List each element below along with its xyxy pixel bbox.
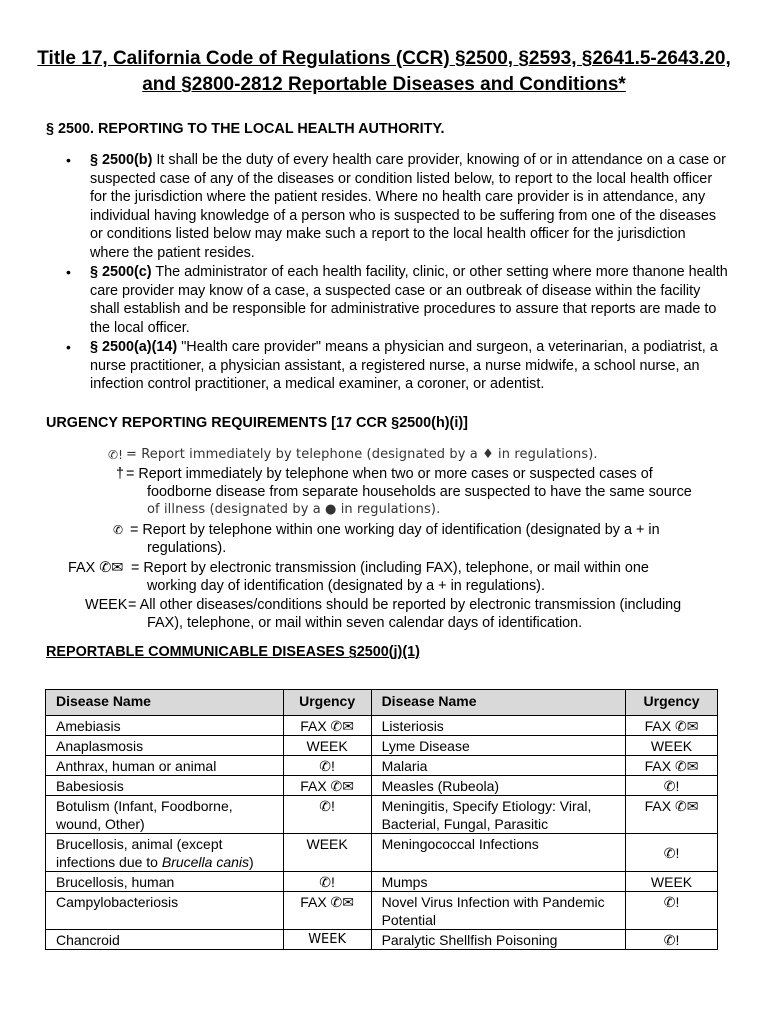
bullet-ref: § 2500(b) xyxy=(90,152,153,168)
disease-name: Anthrax, human or animal xyxy=(46,756,284,776)
table-header-row xyxy=(46,690,718,716)
bullet-glyph: • xyxy=(66,339,71,355)
fax-text-2: working day of identification (designated by a + in regulations). xyxy=(147,578,545,594)
urgency-cell: WEEK xyxy=(626,872,718,892)
dagger-text-2: foodborne disease from separate households are suspected to have the same source xyxy=(147,484,692,500)
table-row xyxy=(46,872,718,892)
phone-icon: ✆ xyxy=(113,523,124,537)
dagger-text-3: of illness (designated by a ● in regulations). xyxy=(147,502,441,517)
phone-key xyxy=(113,521,123,540)
disease-name: Babesiosis xyxy=(46,776,284,796)
week-text-1: = All other diseases/conditions should be reported by electronic transmission (including xyxy=(128,597,682,613)
bullet-glyph: • xyxy=(66,152,71,168)
disease-name: Mumps xyxy=(371,872,626,892)
disease-table xyxy=(45,689,718,950)
table-row xyxy=(46,892,718,930)
disease-name: Botulism (Infant, Foodborne, wound, Other) xyxy=(46,796,284,834)
week-key: WEEK xyxy=(85,597,128,613)
section-heading-2500: § 2500. REPORTING TO THE LOCAL HEALTH AUTHORITY. xyxy=(46,121,445,137)
fax-key xyxy=(68,559,123,578)
page-title: Title 17, California Code of Regulations (CCR) §2500, §2593, §2641.5-2643.20, and §2800-2812 Reportable Diseases and Conditions* xyxy=(37,48,731,95)
urgency-cell: ✆! xyxy=(283,756,371,776)
urgency-cell: WEEK xyxy=(283,834,371,872)
disease-name: Listeriosis xyxy=(371,716,626,736)
urgency-cell: FAX ✆✉ xyxy=(283,892,371,930)
bullet-glyph: • xyxy=(66,264,71,280)
bullet-text: The administrator of each health facility, clinic, or other setting where more thanone health care provider may know of a case, a suspected case or an outbreak of disease within the facility shall establish and be responsible for administrative procedures to assure that reports are made to the local officer. xyxy=(90,264,728,336)
phone-bang-text: = Report immediately by telephone (designated by a ♦ in regulations). xyxy=(126,447,598,462)
disease-name: Lyme Disease xyxy=(371,736,626,756)
bullet-ref: § 2500(a)(14) xyxy=(90,339,178,355)
table-row xyxy=(46,736,718,756)
urgency-cell: WEEK xyxy=(283,736,371,756)
disease-name-text: Brucellosis, animal (except infections due to xyxy=(56,836,223,870)
week-text-2: FAX), telephone, or mail within seven calendar days of identification. xyxy=(147,615,583,631)
urgency-cell: FAX ✆✉ xyxy=(283,776,371,796)
urgency-cell: ✆! xyxy=(626,930,718,950)
disease-name: Brucellosis, human xyxy=(46,872,284,892)
disease-name: Meningococcal Infections xyxy=(371,834,626,872)
disease-name: Campylobacteriosis xyxy=(46,892,284,930)
dagger-text-1: = Report immediately by telephone when two or more cases or suspected cases of xyxy=(126,466,653,482)
urgency-cell: FAX ✆✉ xyxy=(626,756,718,776)
header-disease-name: Disease Name xyxy=(371,690,626,716)
urgency-cell: FAX ✆✉ xyxy=(626,796,718,834)
table-row xyxy=(46,930,718,950)
disease-name-italic: Brucella canis xyxy=(161,854,250,870)
bullet-ref: § 2500(c) xyxy=(90,264,152,280)
disease-name-close: ) xyxy=(249,854,254,870)
bullet-list xyxy=(62,151,728,395)
table-row xyxy=(46,796,718,834)
phone-bang-key xyxy=(108,446,123,466)
header-urgency: Urgency xyxy=(283,690,371,716)
disease-name xyxy=(46,834,284,872)
table-row xyxy=(46,756,718,776)
urgency-cell: FAX ✆✉ xyxy=(626,716,718,736)
urgency-cell: ✆! xyxy=(283,796,371,834)
dagger-key: † xyxy=(116,466,125,482)
communicable-heading: REPORTABLE COMMUNICABLE DISEASES §2500(j)(1) xyxy=(46,644,420,660)
urgency-cell: ✆! xyxy=(626,776,718,796)
bullet-text: "Health care provider" means a physician and surgeon, a veterinarian, a podiatrist, a nurse practitioner, a physician assistant, a registered nurse, a nurse midwife, a school nurse, an infection control practitioner, a medical examiner, a coroner, or adentist. xyxy=(90,339,718,392)
urgency-cell: FAX ✆✉ xyxy=(283,716,371,736)
disease-name: Chancroid xyxy=(46,930,284,950)
urgency-heading: URGENCY REPORTING REQUIREMENTS [17 CCR §2500(h)(i)] xyxy=(46,415,468,431)
disease-name: Meningitis, Specify Etiology: Viral, Bacterial, Fungal, Parasitic xyxy=(371,796,626,834)
table-row xyxy=(46,776,718,796)
urgency-cell: WEEK xyxy=(283,930,371,950)
urgency-cell: WEEK xyxy=(626,736,718,756)
table-row xyxy=(46,834,718,872)
bullet-2500b xyxy=(62,151,728,262)
bullet-2500a14 xyxy=(62,338,728,394)
disease-name: Paralytic Shellfish Poisoning xyxy=(371,930,626,950)
disease-name: Malaria xyxy=(371,756,626,776)
phone-icon: ✆! xyxy=(108,448,124,462)
table-row xyxy=(46,716,718,736)
urgency-cell: ✆! xyxy=(283,872,371,892)
header-disease-name: Disease Name xyxy=(46,690,284,716)
urgency-cell: ✆! xyxy=(626,834,718,872)
disease-name: Anaplasmosis xyxy=(46,736,284,756)
disease-name: Novel Virus Infection with Pandemic Potential xyxy=(371,892,626,930)
phone-text-2: regulations). xyxy=(147,540,227,556)
fax-key-label: FAX ✆✉ xyxy=(68,560,124,576)
disease-name: Amebiasis xyxy=(46,716,284,736)
urgency-cell: ✆! xyxy=(626,892,718,930)
phone-text-1: = Report by telephone within one working day of identification (designated by a + in xyxy=(130,522,660,538)
fax-text-1: = Report by electronic transmission (including FAX), telephone, or mail within one xyxy=(131,560,649,576)
header-urgency: Urgency xyxy=(626,690,718,716)
bullet-text: It shall be the duty of every health care provider, knowing of or in attendance on a case or suspected case of any of the diseases or condition listed below, to report to the local health officer for the jurisdiction where the patient resides. Where no health care provider is in attendance, any individual having knowledge of a person who is suspected to be suffering from one of the diseases or conditions listed below may make such a report to the local health officer for the jurisdiction where the patient resides. xyxy=(90,152,726,261)
bullet-2500c xyxy=(62,263,728,337)
disease-name: Measles (Rubeola) xyxy=(371,776,626,796)
